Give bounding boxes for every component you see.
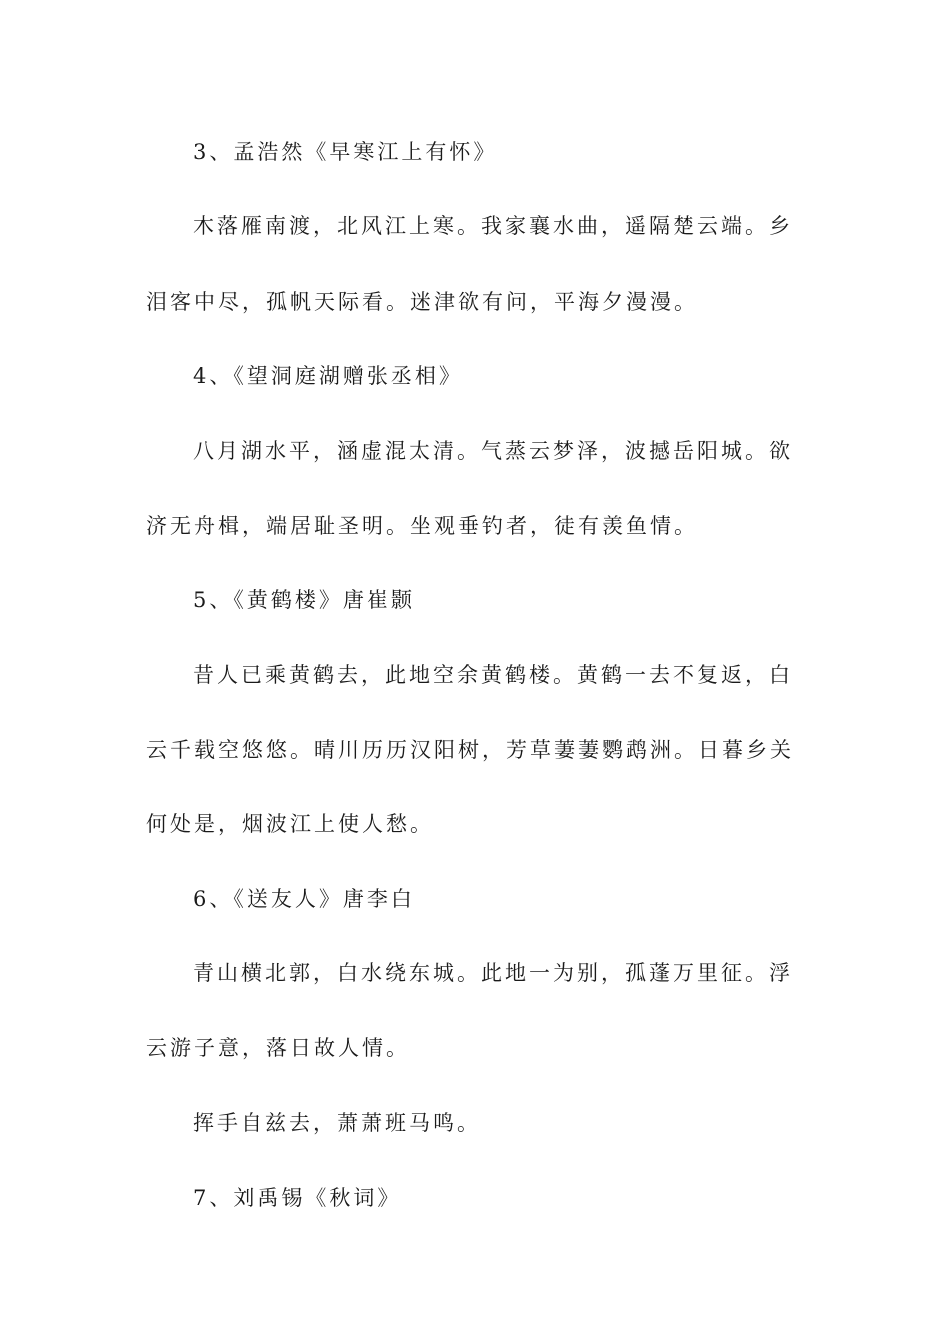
heading-poem-7: 7、刘禹锡《秋词》: [193, 1186, 402, 1210]
poem-6-line-1: 青山横北郭，白水绕东城。此地一为别，孤蓬万里征。浮: [193, 961, 793, 985]
poem-3-line-1: 木落雁南渡，北风江上寒。我家襄水曲，遥隔楚云端。乡: [193, 214, 793, 238]
poem-5-line-3: 何处是，烟波江上使人愁。: [146, 812, 434, 836]
poem-6-line-2: 云游子意，落日故人情。: [146, 1036, 410, 1060]
poem-6-line-3: 挥手自兹去，萧萧班马鸣。: [193, 1111, 481, 1135]
heading-poem-4: 4、《望洞庭湖赠张丞相》: [193, 364, 463, 388]
poem-5-line-1: 昔人已乘黄鹤去，此地空余黄鹤楼。黄鹤一去不复返，白: [193, 663, 793, 687]
poem-4-line-2: 济无舟楫，端居耻圣明。坐观垂钓者，徒有羡鱼情。: [146, 514, 698, 538]
poem-3-line-2: 泪客中尽，孤帆天际看。迷津欲有问，平海夕漫漫。: [146, 290, 698, 314]
heading-poem-5: 5、《黄鹤楼》唐崔颢: [193, 588, 415, 612]
poem-4-line-1: 八月湖水平，涵虚混太清。气蒸云梦泽，波撼岳阳城。欲: [193, 439, 793, 463]
heading-poem-3: 3、孟浩然《早寒江上有怀》: [193, 140, 498, 164]
poem-5-line-2: 云千载空悠悠。晴川历历汉阳树，芳草萋萋鹦鹉洲。日暮乡关: [146, 738, 794, 762]
heading-poem-6: 6、《送友人》唐李白: [193, 887, 415, 911]
